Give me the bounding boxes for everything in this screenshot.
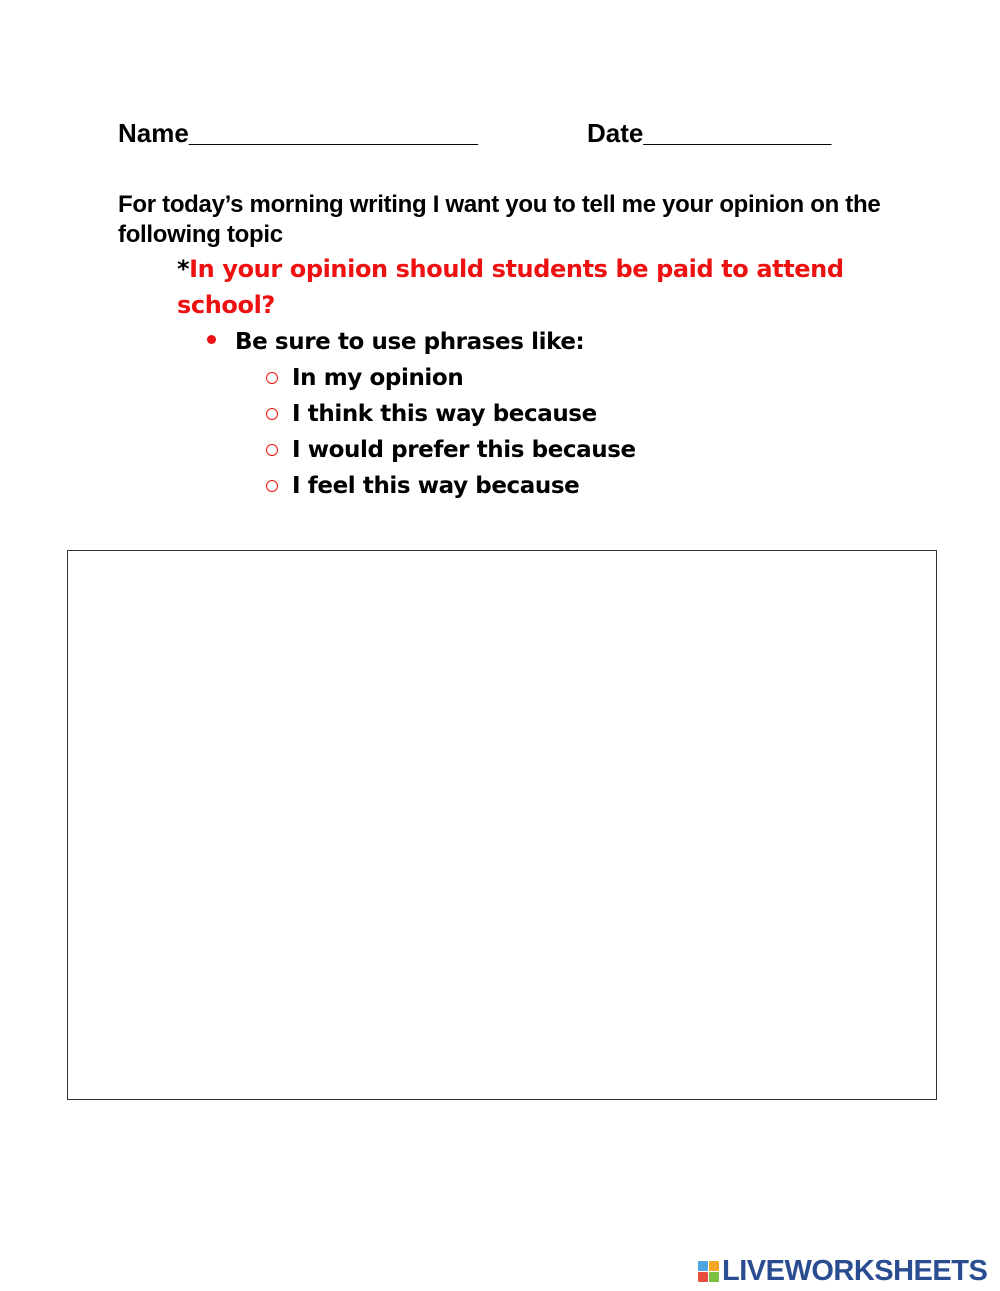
phrase-list (266, 361, 636, 505)
phrase-text: I would prefer this because (292, 437, 636, 463)
answer-box[interactable] (67, 550, 937, 1100)
answer-textarea[interactable] (68, 551, 936, 1099)
phrase-text: I think this way because (292, 401, 597, 427)
phrase-text: In my opinion (292, 365, 464, 391)
hollow-bullet-icon (266, 444, 278, 456)
date-field-label: Date_____________ (587, 118, 832, 148)
list-item (266, 361, 636, 397)
list-item (266, 397, 636, 433)
logo-block (709, 1272, 719, 1282)
hollow-bullet-icon (266, 408, 278, 420)
instruction-text: Be sure to use phrases like: (235, 329, 585, 355)
logo-blocks-icon (698, 1261, 719, 1282)
topic-question (177, 251, 857, 323)
question-text: In your opinion should students be paid to attend school? (177, 255, 844, 319)
name-field-label: Name____________________ (118, 118, 479, 148)
list-item (266, 433, 636, 469)
hollow-bullet-icon (266, 372, 278, 384)
list-item (266, 469, 636, 505)
instruction-bullet (207, 326, 584, 358)
logo-block (698, 1261, 708, 1271)
liveworksheets-logo (698, 1256, 987, 1286)
bullet-dot-icon (207, 335, 216, 344)
logo-text: LIVEWORKSHEETS (722, 1255, 988, 1287)
question-marker: * (177, 255, 190, 283)
logo-block (698, 1272, 708, 1282)
intro-text: For today’s morning writing I want you to tell me your opinion on the following topic (118, 191, 881, 248)
phrase-text: I feel this way because (292, 473, 580, 499)
hollow-bullet-icon (266, 480, 278, 492)
logo-block (709, 1261, 719, 1271)
